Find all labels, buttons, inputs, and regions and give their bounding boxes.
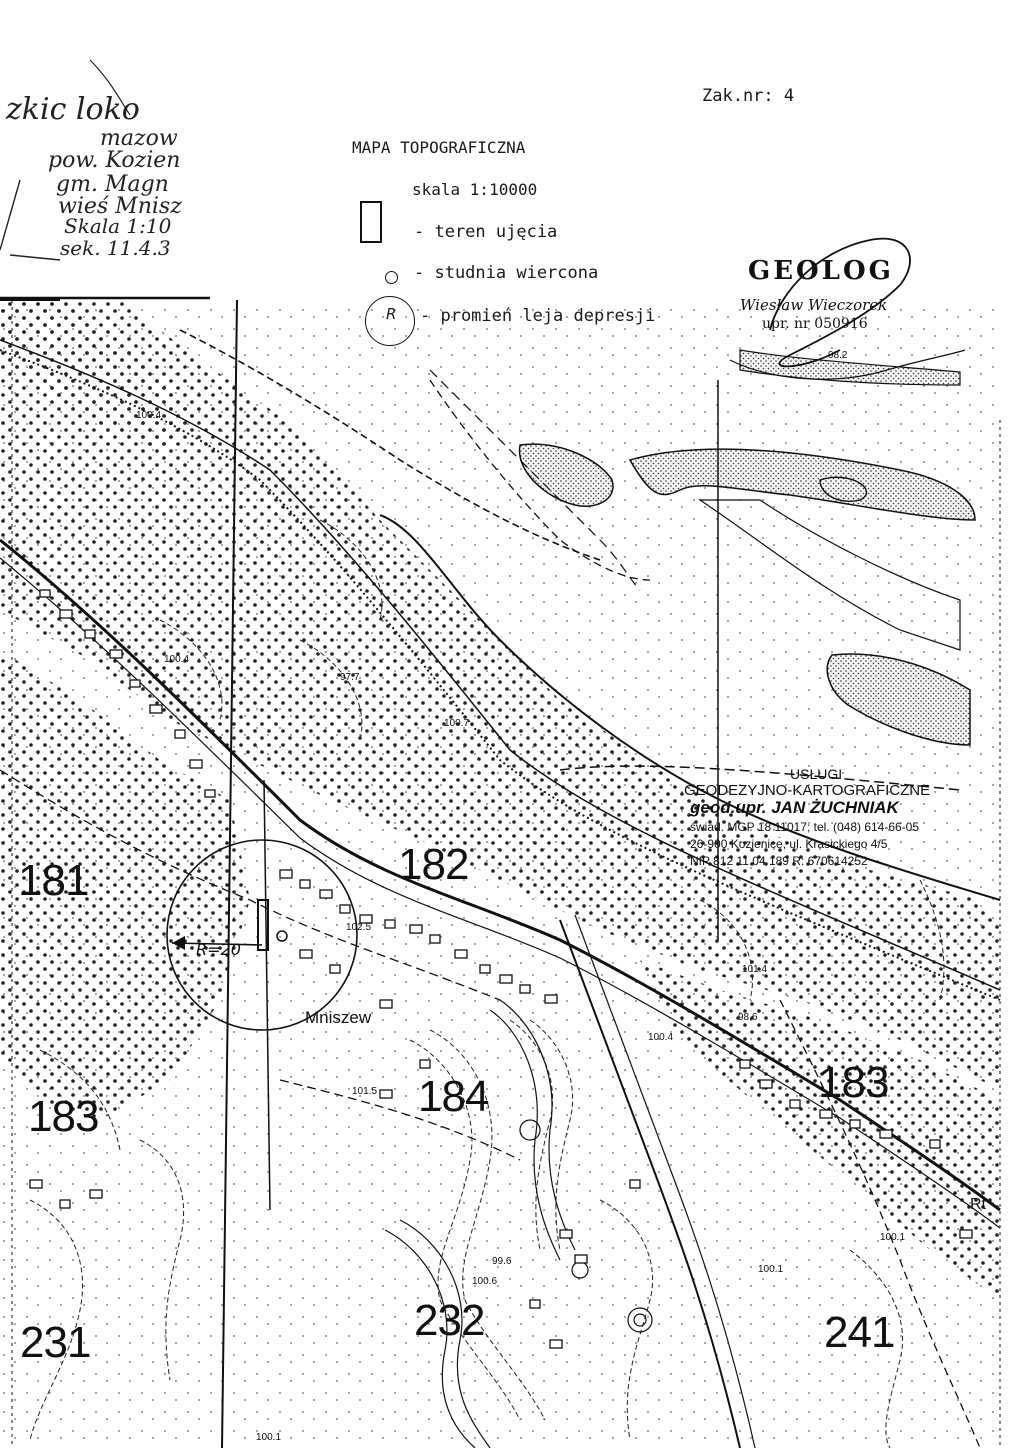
survey-stamp-line-1: USŁUGI (790, 766, 843, 782)
handwritten-note-line-2: mazow (100, 126, 178, 151)
handwriting-strokes (0, 180, 60, 260)
geolog-permit: upr. nr 050916 (762, 316, 868, 332)
handwritten-note-line-5: wieś Mnisz (58, 194, 182, 219)
spot-height-10: 101.5 (352, 1086, 378, 1097)
legend-intake-area-label: - teren ujęcia (414, 222, 558, 242)
place-name-mniszew: Mniszew (305, 1008, 372, 1027)
survey-stamp-line-4: świad. MGP 18 11017; tel. (048) 614-66-05 (690, 820, 920, 834)
sheet-number-231: 231 (20, 1318, 91, 1367)
sheet-number-181: 181 (18, 856, 89, 905)
spot-height-11: 100.1 (880, 1232, 906, 1243)
spot-height-13: 99.6 (492, 1256, 512, 1267)
legend-well-icon (385, 271, 398, 284)
spot-height-5: 100.7 (444, 718, 470, 729)
spot-height-6: 102.5 (346, 922, 372, 933)
spot-height-9: 100.4 (648, 1032, 674, 1043)
spot-height-2: 100.4 (136, 410, 162, 421)
radius-label: R=20 (196, 940, 241, 959)
spot-height-7: 101.4 (742, 964, 768, 975)
spot-height-15: 100.1 (256, 1432, 282, 1443)
survey-stamp-line-5: 26-900 Kozienice, ul. Krasickiego 4/5 (690, 837, 888, 851)
spot-height-4: 97.7 (340, 672, 360, 683)
map-label-rt: Rt (970, 1196, 986, 1213)
spot-height-14: 100.1 (758, 1264, 784, 1275)
map-scale: skala 1:10000 (412, 180, 538, 199)
geolog-name: Wiesław Wieczorek (740, 296, 888, 314)
handwritten-note-line-6: Skala 1:10 (64, 214, 172, 238)
survey-stamp-line-2: GEODEZYJNO-KARTOGRAFICZNE (684, 782, 931, 799)
sheet-number-241: 241 (824, 1308, 895, 1357)
legend-radius-symbol-text: R (386, 305, 397, 323)
sheet-number-183-east: 183 (818, 1058, 889, 1107)
legend-depression-radius-label: - promień leja depresji (420, 306, 656, 326)
spot-height-3: 100.4 (164, 654, 190, 665)
order-number: Zak.nr: 4 (702, 86, 795, 106)
spot-height-12: 100.6 (472, 1276, 498, 1287)
sheet-number-182: 182 (398, 840, 469, 889)
legend-well-label: - studnia wiercona (414, 263, 599, 283)
survey-stamp-line-6: NIP 812 11 04 189 R: 670614252 (690, 854, 868, 868)
spot-height-1: 98.2 (828, 350, 848, 361)
sheet-number-232: 232 (414, 1296, 485, 1345)
handwritten-note-line-4: gm. Magn (56, 172, 169, 197)
sheet-number-184: 184 (418, 1072, 489, 1121)
legend-depression-radius-icon (365, 296, 415, 346)
geolog-logo: GEOLOG (748, 256, 894, 286)
legend-intake-area-icon (360, 201, 382, 243)
map-title: MAPA TOPOGRAFICZNA (352, 138, 526, 157)
handwritten-note-line-1: zkic loko (6, 92, 140, 127)
sheet-number-183-west: 183 (28, 1092, 99, 1141)
handwritten-note-line-3: pow. Kozien (48, 148, 181, 173)
handwritten-note-line-7: sek. 11.4.3 (60, 236, 171, 260)
spot-height-8: 98.6 (738, 1012, 758, 1023)
survey-stamp-line-3: geod.upr. JAN ŻUCHNIAK (690, 798, 899, 817)
